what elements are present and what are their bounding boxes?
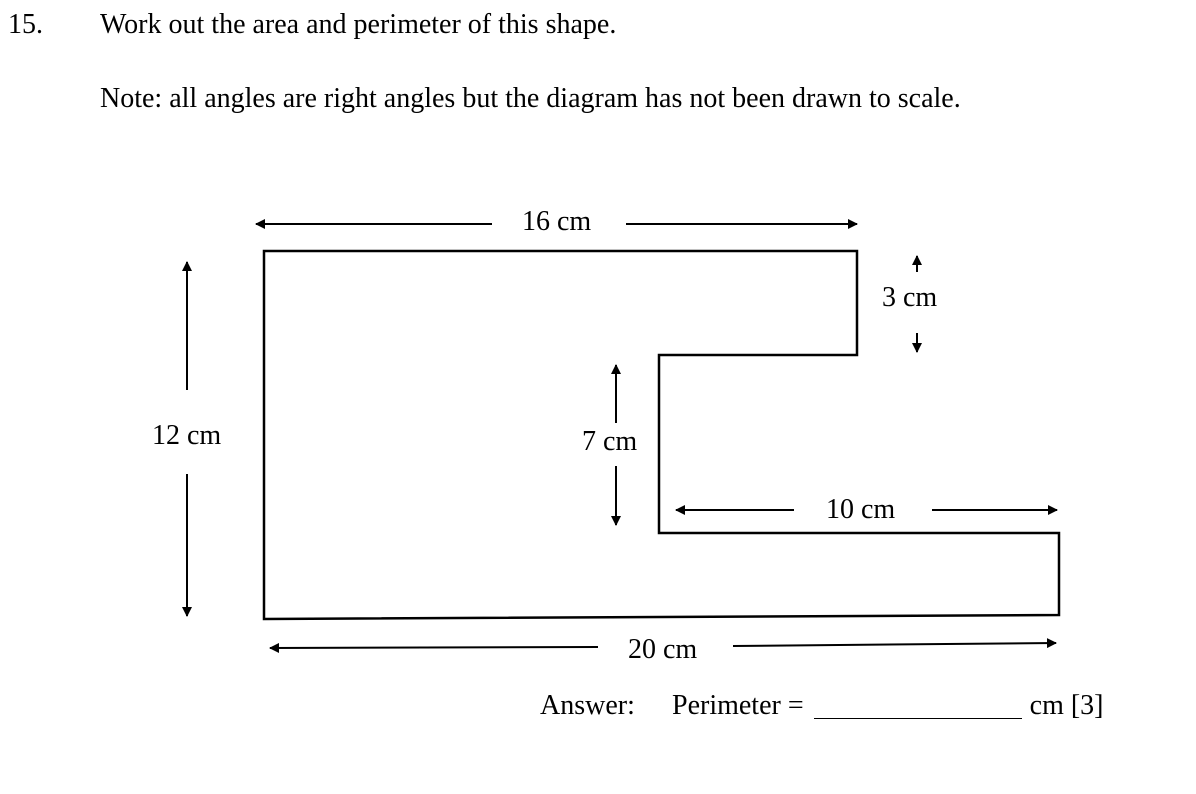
question-note: Note: all angles are right angles but the diagram has not been drawn to scale. [100,83,961,114]
answer-unit-marks: cm [3] [1029,690,1104,721]
answer-label: Perimeter = [672,690,804,721]
answer-prefix: Answer: [540,690,635,721]
shape-outline [264,251,1059,619]
bottom-width-arrow-right [733,643,1056,646]
question-text: Work out the area and perimeter of this shape. [100,9,617,40]
perimeter-answer-blank[interactable] [814,688,1022,719]
top-width-label: 16 cm [522,206,592,237]
bottom-width-label: 20 cm [628,634,698,665]
bottom-width-arrow-left [270,647,598,648]
answer-line [540,688,1104,724]
inner-height-label: 7 cm [582,426,638,457]
left-height-label: 12 cm [152,420,222,451]
step-height-label: 3 cm [882,282,938,313]
inner-width-label: 10 cm [826,494,896,525]
question-number: 15. [8,9,43,40]
